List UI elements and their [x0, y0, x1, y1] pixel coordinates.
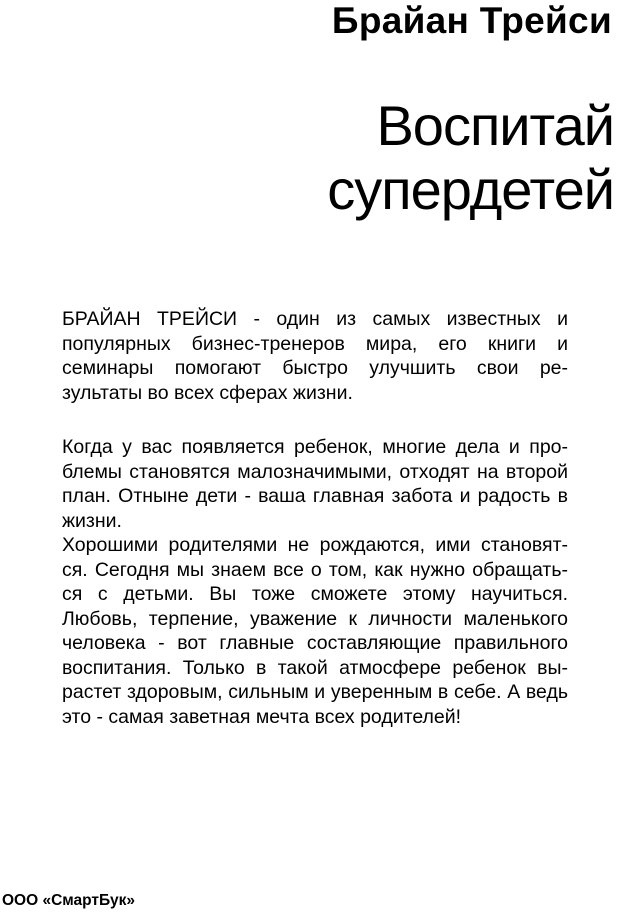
- author-name: Брайан Трейси: [331, 0, 612, 41]
- text-line: это - самая заветная мечта всех родителей!: [62, 705, 462, 728]
- text-line: блемы становятся малозначимыми, отходят на второй: [62, 460, 568, 483]
- text-line: растет здоровым, сильным и уверенным в себе. А ведь: [62, 681, 568, 703]
- text-line: человека - вот главные составляющие правильного: [62, 632, 568, 654]
- text-line: Любовь, терпение, уважение к личности маленького: [62, 607, 568, 630]
- text-line: ся. Сегодня мы знаем все о том, как нужно обращать-: [62, 558, 568, 581]
- text-line: план. Отныне дети - ваша главная забота и радость в: [62, 485, 568, 507]
- text-line: Хорошими родителями не рождаются, ими становят-: [62, 534, 568, 556]
- book-description: [62, 435, 568, 729]
- author-bio-paragraph: [62, 307, 568, 405]
- book-title-line: Воспитай: [376, 94, 614, 157]
- text-line: зультаты во всех сферах жизни.: [62, 381, 353, 404]
- text-line: популярных бизнес-тренеров мира, его книги и: [62, 332, 568, 355]
- text-line: воспитания. Только в такой атмосфере ребенок вы-: [62, 656, 568, 679]
- text-line: БРАЙАН ТРЕЙСИ - один из самых известных и: [62, 308, 568, 330]
- text-line: ся с детьми. Вы тоже сможете этому научиться.: [62, 583, 568, 605]
- book-title-line: супердетей: [327, 158, 614, 221]
- text-line: семинары помогают быстро улучшить свои ре-: [62, 357, 568, 379]
- text-line: жизни.: [62, 509, 122, 532]
- text-line: Когда у вас появляется ребенок, многие дела и про-: [62, 436, 568, 458]
- publisher-name: ООО «СмартБук»: [2, 892, 135, 909]
- book-title: [327, 94, 614, 222]
